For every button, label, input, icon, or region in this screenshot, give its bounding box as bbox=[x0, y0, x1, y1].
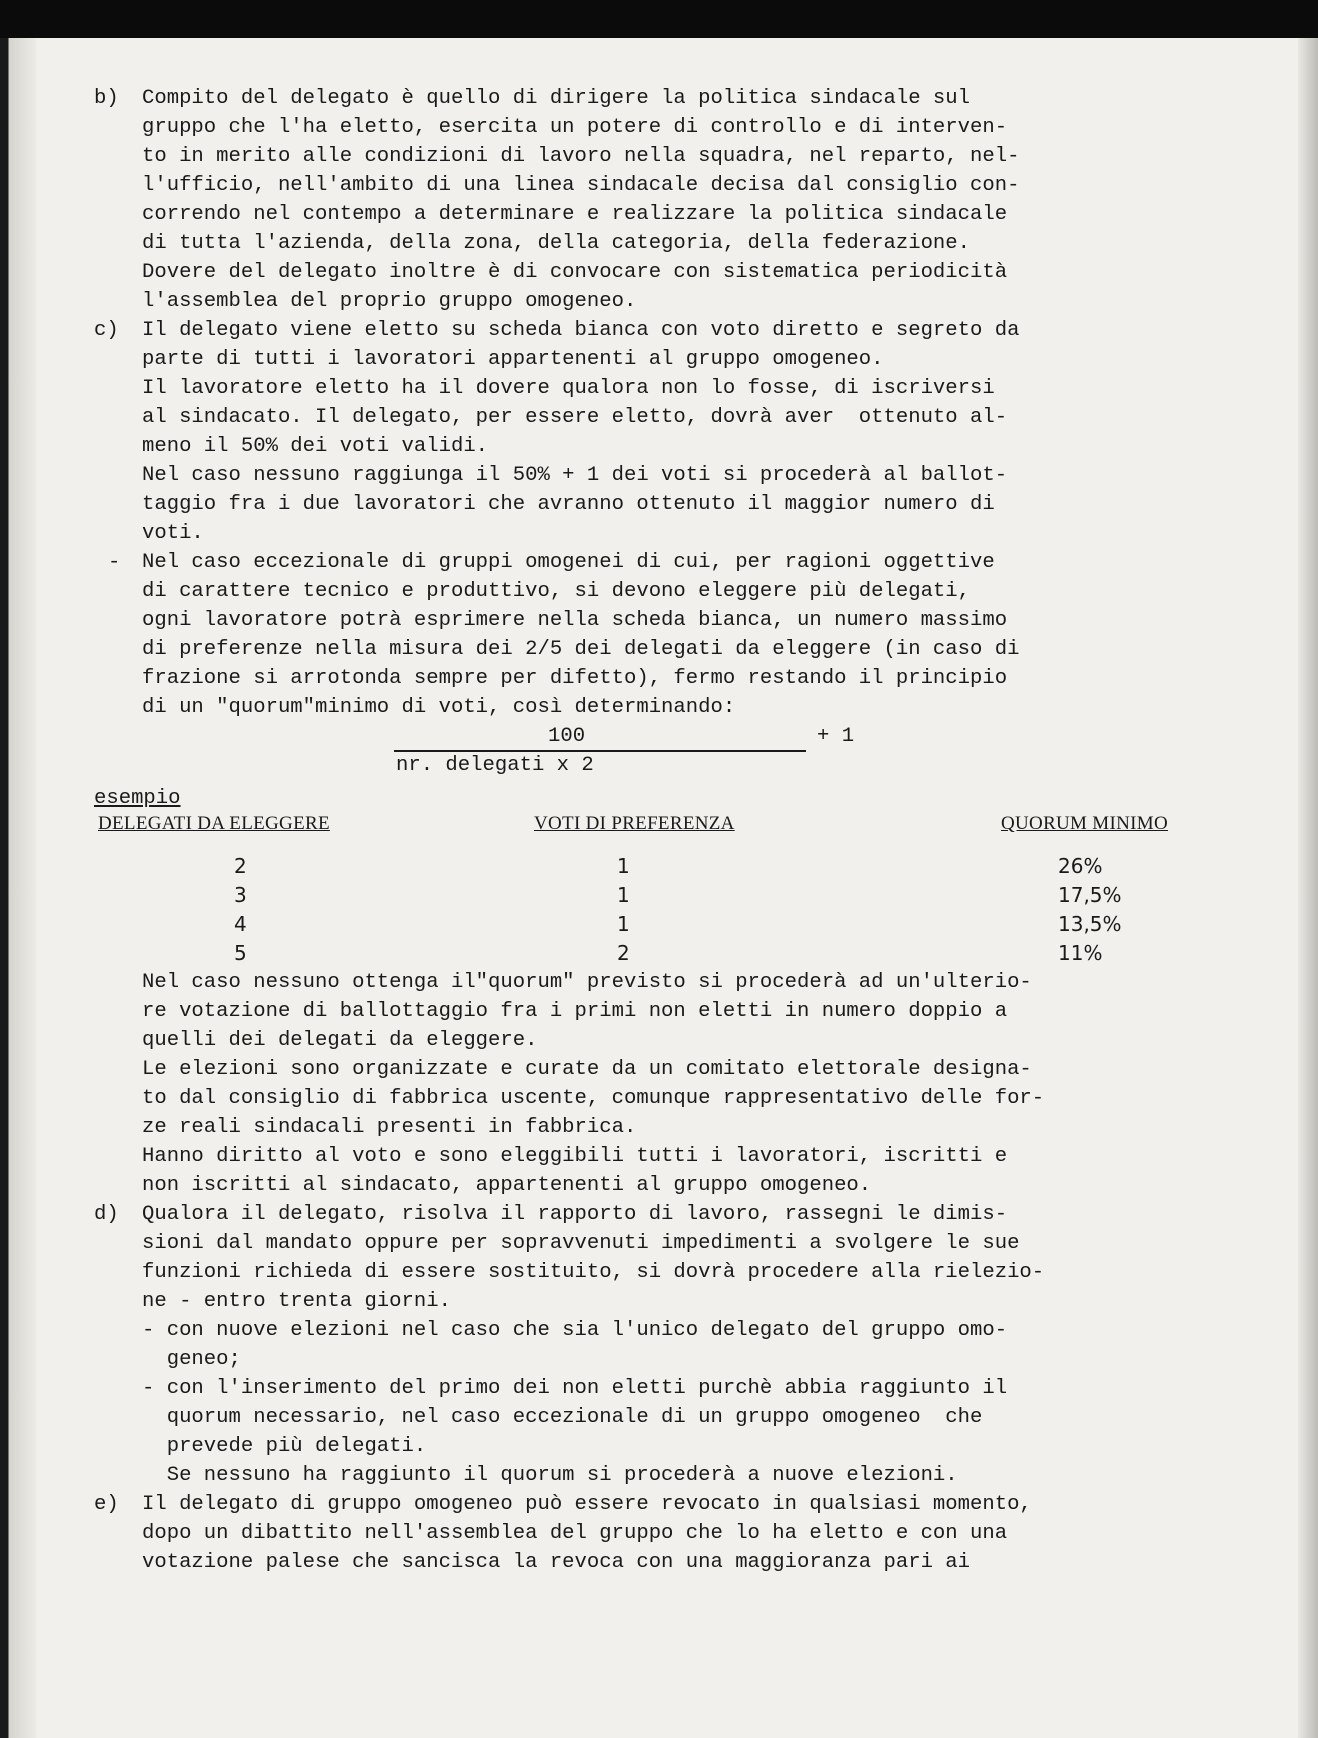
paragraph-after-table-line: re votazione di ballottaggio fra i primi non eletti in numero doppio a bbox=[142, 1000, 1008, 1023]
paragraph-b-line: di tutta l'azienda, della zona, della categoria, della federazione. bbox=[142, 232, 971, 255]
paragraph-d-line: - con l'inserimento del primo dei non eletti purchè abbia raggiunto il bbox=[142, 1377, 1008, 1400]
paragraph-dash-line: di un "quorum"minimo di voti, così determinando: bbox=[142, 696, 736, 719]
item-label-e: e) bbox=[94, 1493, 119, 1516]
formula-plus-one: + 1 bbox=[817, 725, 855, 748]
formula-numerator: 100 bbox=[548, 725, 586, 748]
paragraph-e-line: votazione palese che sancisca la revoca con una maggioranza pari ai bbox=[142, 1551, 971, 1574]
paragraph-d-line: quorum necessario, nel caso eccezionale di un gruppo omogeneo che bbox=[142, 1406, 983, 1429]
paragraph-b-line: Dovere del delegato inoltre è di convocare con sistematica periodicità bbox=[142, 261, 1008, 284]
paragraph-dash-line: ogni lavoratore potrà esprimere nella scheda bianca, un numero massimo bbox=[142, 609, 1008, 632]
paragraph-after-table-line: Hanno diritto al voto e sono eleggibili tutti i lavoratori, iscritti e bbox=[142, 1145, 1008, 1168]
paragraph-e-line: e) Il delegato di gruppo omogeneo può essere revocato in qualsiasi momento, bbox=[94, 1490, 1206, 1519]
quorum-formula bbox=[94, 722, 1206, 780]
table-header bbox=[94, 809, 1206, 842]
paragraph-b-line: gruppo che l'ha eletto, esercita un potere di controllo e di interven- bbox=[142, 116, 1008, 139]
paragraph-b-line: correndo nel contempo a determinare e realizzare la politica sindacale bbox=[142, 203, 1008, 226]
scan-binding-edge bbox=[0, 38, 36, 1738]
paragraph-c-line: c) Il delegato viene eletto su scheda bianca con voto diretto e segreto da bbox=[94, 316, 1206, 345]
paragraph-after-table-line: Nel caso nessuno ottenga il"quorum" previsto si procederà ad un'ulterio- bbox=[142, 971, 1032, 994]
example-label: esempio bbox=[94, 787, 181, 810]
paragraph-after-table-line: to dal consiglio di fabbrica uscente, comunque rappresentativo delle for- bbox=[142, 1087, 1045, 1110]
table-row: 5 2 11% bbox=[234, 941, 1103, 965]
formula-denominator: nr. delegati x 2 bbox=[396, 754, 594, 777]
paragraph-after-table-line: non iscritti al sindacato, appartenenti al gruppo omogeneo. bbox=[142, 1174, 872, 1197]
paragraph-b-line: l'assemblea del proprio gruppo omogeneo. bbox=[142, 290, 637, 313]
paragraph-dash-line: frazione si arrotonda sempre per difetto), fermo restando il principio bbox=[142, 667, 1008, 690]
paragraph-after-table-line: ze reali sindacali presenti in fabbrica. bbox=[142, 1116, 637, 1139]
paragraph-d-line: ne - entro trenta giorni. bbox=[142, 1290, 451, 1313]
item-label-d: d) bbox=[94, 1203, 119, 1226]
paragraph-d-line: geneo; bbox=[142, 1348, 241, 1371]
paragraph-after-table-line: Le elezioni sono organizzate e curate da un comitato elettorale designa- bbox=[142, 1058, 1032, 1081]
scan-top-border bbox=[0, 0, 1318, 38]
paragraph-c-line: voti. bbox=[142, 522, 204, 545]
table-row: 2 1 26% bbox=[234, 854, 1103, 878]
table-row: 3 1 17,5% bbox=[234, 883, 1122, 907]
table-row: 4 1 13,5% bbox=[234, 912, 1122, 936]
paragraph-c-line: Nel caso nessuno raggiunga il 50% + 1 dei voti si procederà al ballot- bbox=[142, 464, 1008, 487]
paragraph-dash-line: di preferenze nella misura dei 2/5 dei delegati da eleggere (in caso di bbox=[142, 638, 1020, 661]
item-label-dash: - bbox=[108, 551, 121, 574]
item-label-c: c) bbox=[94, 319, 119, 342]
paragraph-d-line: funzioni richieda di essere sostituito, si dovrà procedere alla rielezio- bbox=[142, 1261, 1045, 1284]
paragraph-c-line: taggio fra i due lavoratori che avranno ottenuto il maggior numero di bbox=[142, 493, 995, 516]
paragraph-d-line: sioni dal mandato oppure per sopravvenuti impedimenti a svolgere le sue bbox=[142, 1232, 1020, 1255]
item-label-b: b) bbox=[94, 87, 119, 110]
paragraph-c-line: al sindacato. Il delegato, per essere eletto, dovrà aver ottenuto al- bbox=[142, 406, 1008, 429]
header-voti: VOTI DI PREFERENZA bbox=[534, 813, 735, 834]
paragraph-d-line: Se nessuno ha raggiunto il quorum si procederà a nuove elezioni. bbox=[142, 1464, 958, 1487]
paragraph-b-line: to in merito alle condizioni di lavoro nella squadra, nel reparto, nel- bbox=[142, 145, 1020, 168]
header-delegati: DELEGATI DA ELEGGERE bbox=[98, 813, 330, 834]
paragraph-d-line: prevede più delegati. bbox=[142, 1435, 427, 1458]
paragraph-c-line: Il lavoratore eletto ha il dovere qualora non lo fosse, di iscriversi bbox=[142, 377, 995, 400]
paragraph-c-line: parte di tutti i lavoratori appartenenti al gruppo omogeneo. bbox=[142, 348, 884, 371]
paragraph-dash-line: di carattere tecnico e produttivo, si devono eleggere più delegati, bbox=[142, 580, 971, 603]
paragraph-c-line: meno il 50% dei voti validi. bbox=[142, 435, 489, 458]
header-quorum: QUORUM MINIMO bbox=[1001, 813, 1168, 834]
typed-page bbox=[94, 84, 1206, 1577]
paragraph-d-line: d) Qualora il delegato, risolva il rapporto di lavoro, rassegni le dimis- bbox=[94, 1200, 1206, 1229]
scan-right-edge bbox=[1298, 38, 1318, 1738]
paragraph-dash-line: - Nel caso eccezionale di gruppi omogenei di cui, per ragioni oggettive bbox=[94, 548, 1206, 577]
paragraph-b-line: b) Compito del delegato è quello di dirigere la politica sindacale sul bbox=[94, 84, 1206, 113]
paragraph-after-table-line: quelli dei delegati da eleggere. bbox=[142, 1029, 538, 1052]
paragraph-b-line: l'ufficio, nell'ambito di una linea sindacale decisa dal consiglio con- bbox=[142, 174, 1020, 197]
paragraph-d-line: - con nuove elezioni nel caso che sia l'unico delegato del gruppo omo- bbox=[142, 1319, 1008, 1342]
paragraph-e-line: dopo un dibattito nell'assemblea del gruppo che lo ha eletto e con una bbox=[142, 1522, 1008, 1545]
